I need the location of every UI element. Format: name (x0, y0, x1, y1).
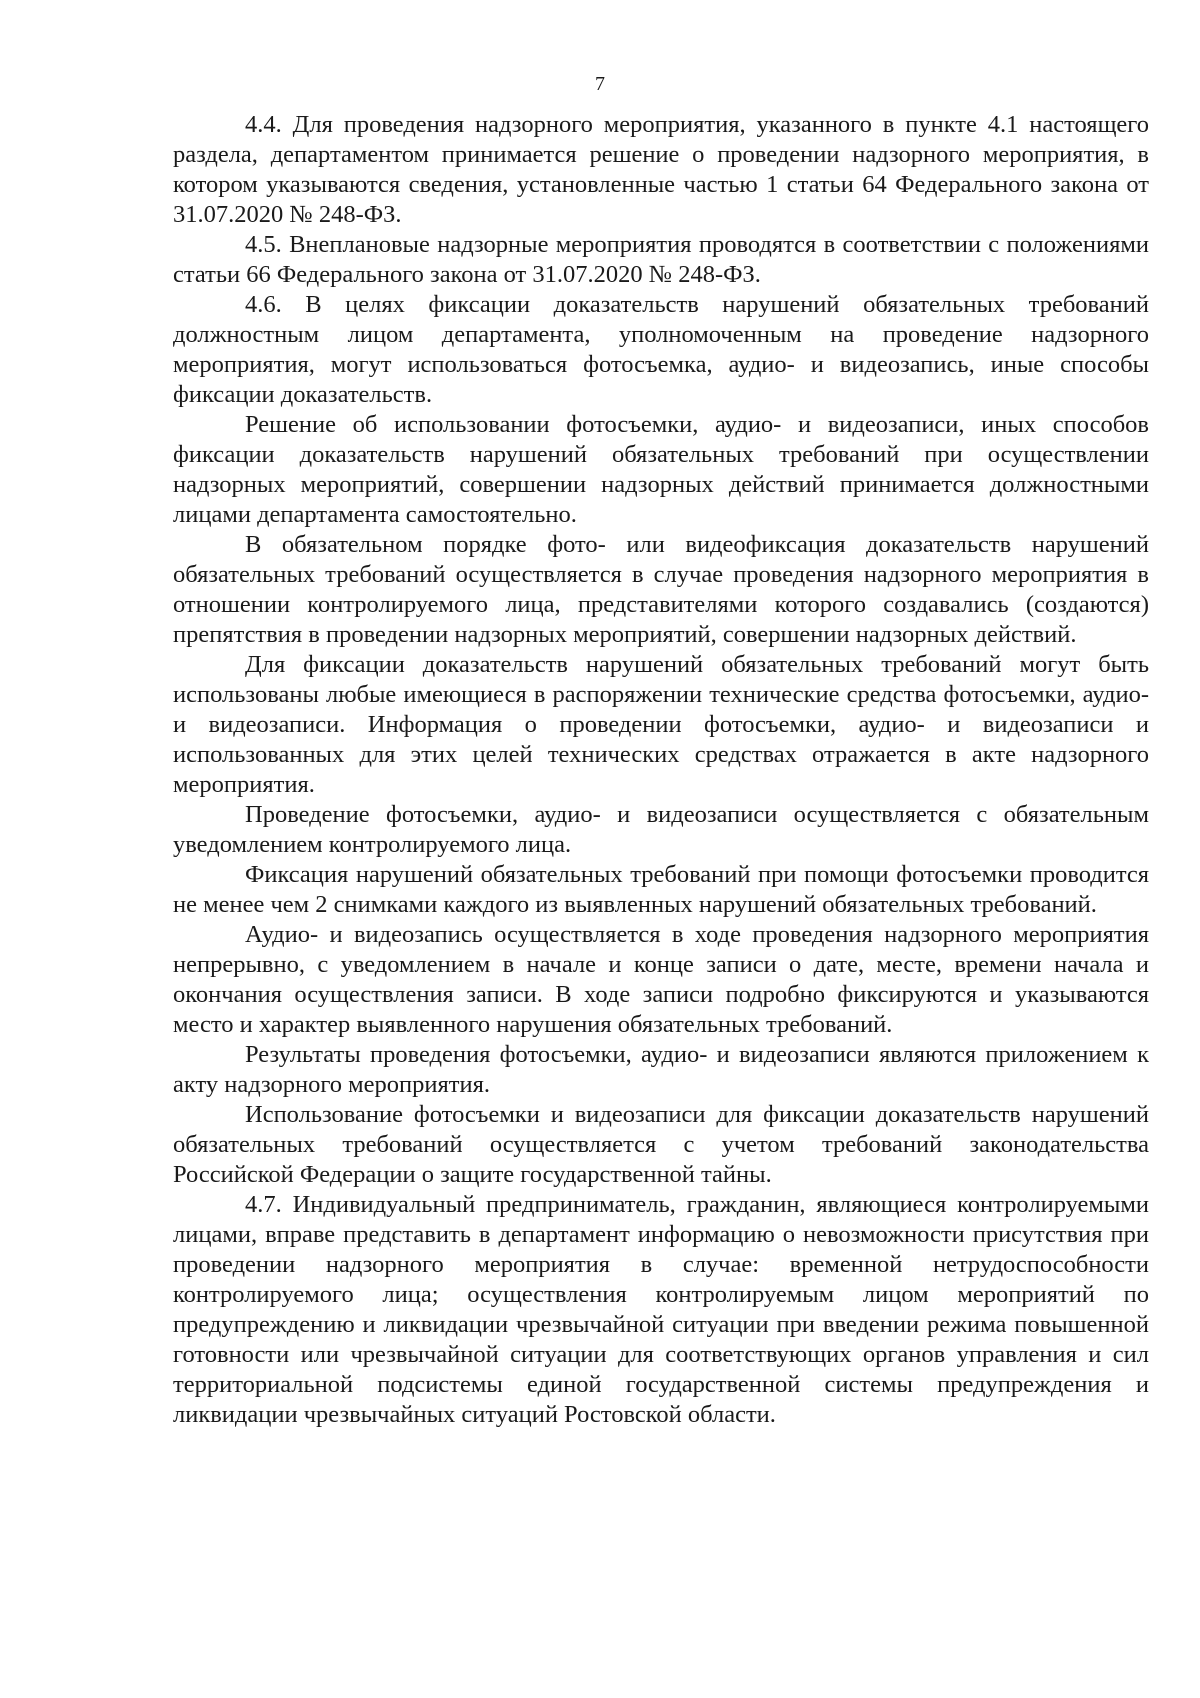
paragraph-results-appendix: Результаты проведения фотосъемки, аудио- и видеозаписи являются приложением к акту надзорного мероприятия. (173, 1041, 1149, 1098)
paragraph-state-secret: Использование фотосъемки и видеозаписи для фиксации доказательств нарушений обязательных требований осуществляется с учетом требований законодательства Российской Федерации о защите государственной тайны. (173, 1101, 1149, 1188)
page-number: 7 (595, 73, 605, 95)
paragraph-technical-means: Для фиксации доказательств нарушений обязательных требований могут быть использованы любые имеющиеся в распоряжении технические средства фотосъемки, аудио- и видеозаписи. Информация о проведении фотосъемки, аудио- и видеозаписи и использованных для этих целей технических средствах отражается в акте надзорного мероприятия. (173, 651, 1149, 798)
paragraph-continuous-recording: Аудио- и видеозапись осуществляется в ходе проведения надзорного мероприятия непрерывно, с уведомлением в начале и конце записи о дате, месте, времени начала и окончания осуществления записи. В ходе записи подробно фиксируются и указываются место и характер выявленного нарушения обязательных требований. (173, 921, 1149, 1038)
paragraph-4-6: 4.6. В целях фиксации доказательств нарушений обязательных требований должностным лицом департамента, уполномоченным на проведение надзорного мероприятия, могут использоваться фотосъемка, аудио- и видеозапись, иные способы фиксации доказательств. (173, 291, 1149, 408)
paragraph-4-5: 4.5. Внеплановые надзорные мероприятия проводятся в соответствии с положениями статьи 66 Федерального закона от 31.07.2020 № 248-ФЗ. (173, 231, 1149, 288)
paragraph-4-4: 4.4. Для проведения надзорного мероприятия, указанного в пункте 4.1 настоящего раздела, департаментом принимается решение о проведении надзорного мероприятия, в котором указываются сведения, установленные частью 1 статьи 64 Федерального закона от 31.07.2020 № 248-ФЗ. (173, 111, 1149, 228)
paragraph-4-7: 4.7. Индивидуальный предприниматель, гражданин, являющиеся контролируемыми лицами, вправе представить в департамент информацию о невозможности присутствия при проведении надзорного мероприятия в случае: временной нетрудоспособности контролируемого лица; осуществления контролируемым лицом мероприятий по предупреждению и ликвидации чрезвычайной ситуации при введении режима повышенной готовности или чрезвычайной ситуации для соответствующих органов управления и сил территориальной подсистемы единой государственной системы предупреждения и ликвидации чрезвычайных ситуаций Ростовской области. (173, 1191, 1149, 1428)
paragraph-notification: Проведение фотосъемки, аудио- и видеозаписи осуществляется с обязательным уведомлением контролируемого лица. (173, 801, 1149, 858)
paragraph-decision-on-recording: Решение об использовании фотосъемки, аудио- и видеозаписи, иных способов фиксации доказательств нарушений обязательных требований при осуществлении надзорных мероприятий, совершении надзорных действий принимается должностными лицами департамента самостоятельно. (173, 411, 1149, 528)
paragraph-mandatory-recording: В обязательном порядке фото- или видеофиксация доказательств нарушений обязательных требований осуществляется в случае проведения надзорного мероприятия в отношении контролируемого лица, представителями которого создавались (создаются) препятствия в проведении надзорных мероприятий, совершении надзорных действий. (173, 531, 1149, 648)
paragraph-photo-count: Фиксация нарушений обязательных требований при помощи фотосъемки проводится не менее чем 2 снимками каждого из выявленных нарушений обязательных требований. (173, 861, 1149, 918)
document-body (173, 110, 1149, 1430)
